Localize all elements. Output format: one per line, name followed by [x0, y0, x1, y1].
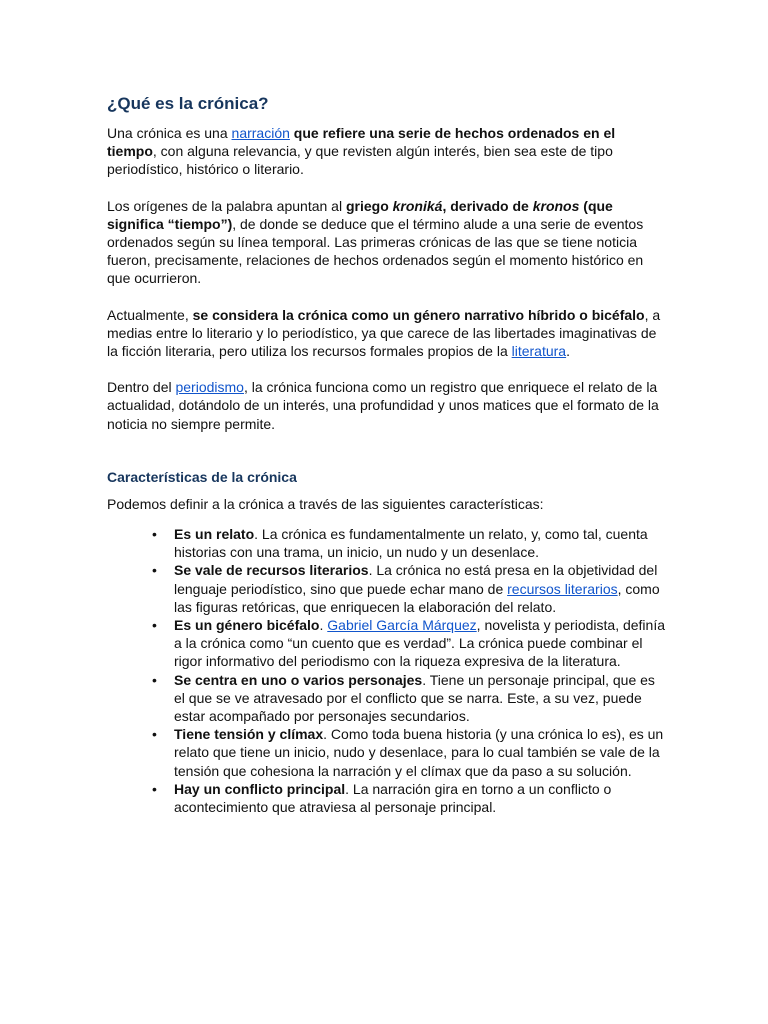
paragraph-origins	[107, 197, 667, 288]
item-text: . Tiene un personaje principal, que es el que se ve atravesado por el conflicto que se narra. Este, a su vez, puede estar acompañado por personajes secundarios.	[174, 671, 655, 725]
text-span: , de donde se deduce que el término alude a una serie de eventos ordenados según su línea temporal. Las primeras crónicas de las que se tiene noticia fueron, precisamente, relaciones de hechos ordenados según el momento histórico en que ocurrieron.	[107, 215, 644, 287]
article-body	[107, 92, 667, 816]
paragraph-definition	[107, 124, 667, 179]
bold-italic-span: kroniká	[392, 197, 443, 214]
feature-list	[107, 525, 667, 816]
section-intro: Podemos definir a la crónica a través de las siguientes características:	[107, 495, 544, 512]
link-recursos-literarios[interactable]: recursos literarios	[507, 580, 618, 597]
bold-span: , derivado de	[442, 197, 533, 214]
list-item	[174, 616, 667, 671]
list-item	[174, 525, 667, 561]
text-span: Los orígenes de la palabra apuntan al	[107, 197, 346, 214]
text-span: , con alguna relevancia, y que revisten algún interés, bien sea este de tipo periodístico, histórico o literario.	[107, 143, 613, 178]
page-title: ¿Qué es la crónica?	[107, 94, 269, 113]
item-heading: Se vale de recursos literarios	[174, 562, 369, 579]
item-text: . La crónica no está presa en la objetividad del lenguaje periodístico, sino que puede echar mano de	[174, 562, 658, 597]
item-text: . Como toda buena historia (y una crónica lo es), es un relato que tiene un inicio, nudo y desenlace, para lo cual también se vale de la tensión que cohesiona la narración y el clímax que da paso a su solución.	[174, 726, 664, 779]
link-gabriel-garcia-marquez[interactable]: Gabriel García Márquez	[327, 617, 477, 634]
bold-span: griego	[345, 197, 393, 214]
text-span: Actualmente,	[107, 306, 193, 323]
list-item	[174, 671, 667, 726]
item-text: . La narración gira en torno a un conflicto o acontecimiento que atraviesa al personaje principal.	[174, 780, 612, 816]
link-narracion[interactable]: narración	[231, 125, 290, 141]
list-item	[174, 780, 667, 816]
item-heading: Se centra en uno o varios personajes	[174, 671, 423, 688]
text-span: , la crónica funciona como un registro que enriquece el relato de la actualidad, dotándolo de un interés, una profundidad y unos matices que el formato de la noticia no siempre permite.	[107, 379, 659, 432]
link-literatura[interactable]: literatura	[511, 343, 567, 360]
bold-span: (que significa “tiempo”)	[107, 197, 613, 232]
bold-span: se considera la crónica como un género narrativo híbrido o bicéfalo	[192, 306, 645, 323]
text-span: , a medias entre lo literario y lo periodístico, ya que carece de las libertades imaginativas de la ficción literaria, pero utiliza los recursos formales propios de la	[107, 306, 661, 360]
link-periodismo[interactable]: periodismo	[175, 379, 244, 396]
item-text: . La crónica es fundamentalmente un relato, y, como tal, cuenta historias con una trama, un inicio, un nudo y un desenlace.	[174, 526, 648, 561]
bold-italic-span: kronos	[532, 197, 580, 214]
list-item	[174, 561, 667, 616]
list-item	[174, 725, 667, 780]
text-span: Dentro del	[107, 379, 176, 396]
item-heading: Hay un conflicto principal	[174, 780, 346, 797]
item-heading: Tiene tensión y clímax	[174, 726, 324, 743]
item-heading: Es un género bicéfalo	[174, 617, 320, 634]
section-heading: Características de la crónica	[107, 468, 297, 485]
item-text: , novelista y periodista, definía a la crónica como “un cuento que es verdad”. La crónica puede combinar el rigor informativo del periodismo con la riqueza expresiva de la literatura.	[174, 617, 666, 670]
item-text: .	[319, 617, 328, 634]
paragraph-current	[107, 306, 667, 361]
paragraph-journalism	[107, 378, 667, 433]
text-span: Una crónica es una	[107, 125, 232, 141]
bold-span: que refiere una serie de hechos ordenados en el tiempo	[107, 125, 616, 160]
text-span: .	[566, 343, 570, 360]
item-heading: Es un relato	[174, 526, 255, 543]
item-text: , como las figuras retóricas, que enriquecen la elaboración del relato.	[174, 580, 660, 615]
